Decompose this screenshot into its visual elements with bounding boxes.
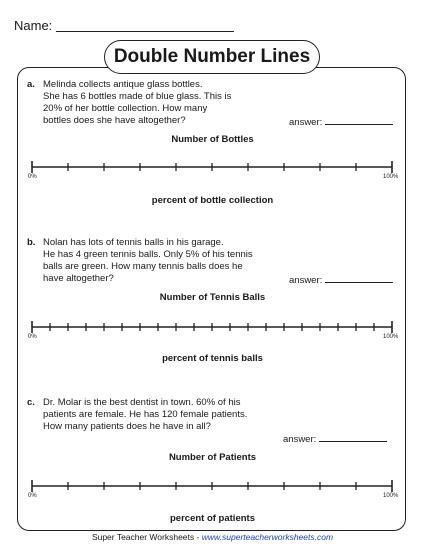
question-a-bottom-label: percent of bottle collection xyxy=(151,195,274,206)
answer-blank[interactable] xyxy=(319,432,387,442)
number-line-c-start: 0% xyxy=(28,493,37,499)
question-c-answer[interactable] xyxy=(283,432,387,445)
question-c-text: Dr. Molar is the best dentist in town. 60% of his patients are female. He has 120 female patients. How many patients does he have in all? xyxy=(43,397,248,432)
answer-label: answer: xyxy=(289,275,323,286)
footer-brand: Super Teacher Worksheets xyxy=(91,532,195,542)
question-a-answer[interactable] xyxy=(289,115,393,128)
footer xyxy=(0,532,425,542)
question-b-text: Nolan has lots of tennis balls in his garage. He has 4 green tennis balls. Only 5% of his tennis balls are green. How many tennis balls does he have altogether? xyxy=(43,237,253,284)
number-line-a-start: 0% xyxy=(28,174,37,180)
page-title: Double Number Lines xyxy=(104,40,320,74)
question-c-bottom-label: percent of patients xyxy=(170,513,255,524)
question-a-letter: a. xyxy=(27,79,35,90)
number-line-c-end: 100% xyxy=(383,493,399,499)
footer-url-link[interactable]: www.superteacherworksheets.com xyxy=(201,532,334,542)
answer-blank[interactable] xyxy=(325,273,393,283)
number-line-a xyxy=(30,160,394,174)
number-line-svg xyxy=(30,479,394,493)
number-line-b-end: 100% xyxy=(383,334,399,340)
name-blank-line[interactable] xyxy=(56,31,234,32)
question-b-top-label: Number of Tennis Balls xyxy=(159,292,266,303)
question-b-letter: b. xyxy=(27,237,36,248)
name-label: Name: xyxy=(14,18,53,33)
question-b-bottom-label: percent of tennis balls xyxy=(162,353,263,364)
number-line-b-start: 0% xyxy=(28,334,37,340)
answer-label: answer: xyxy=(289,117,323,128)
number-line-svg xyxy=(30,320,394,334)
number-line-svg xyxy=(30,160,394,174)
question-a-text: Melinda collects antique glass bottles. She has 6 bottles made of blue glass. This is 20% of her bottle collection. How many bottles does she have altogether? xyxy=(43,79,232,126)
answer-label: answer: xyxy=(283,434,317,445)
question-c-top-label: Number of Patients xyxy=(168,452,257,463)
number-line-b xyxy=(30,320,394,334)
number-line-c xyxy=(30,479,394,493)
footer-separator: - xyxy=(194,532,202,542)
question-c-letter: c. xyxy=(27,397,35,408)
question-a-top-label: Number of Bottles xyxy=(171,134,254,145)
number-line-a-end: 100% xyxy=(383,174,399,180)
answer-blank[interactable] xyxy=(325,115,393,125)
question-b-answer[interactable] xyxy=(289,273,393,286)
